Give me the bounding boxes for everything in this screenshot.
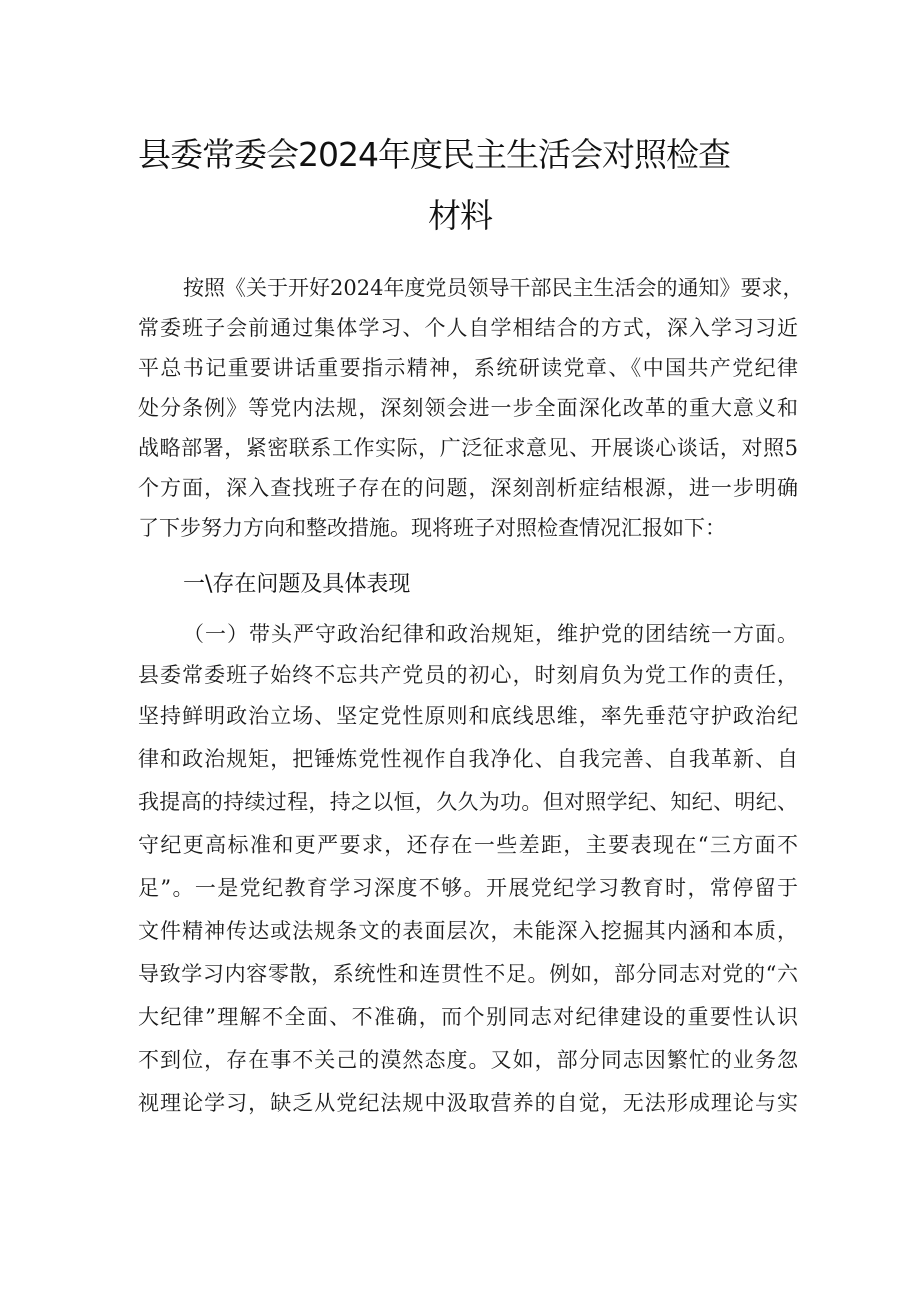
body-line: 大纪律”理解不全面、不准确，而个别同志对纪律建设的重要性认识 [138,1005,798,1029]
body-line: （一）带头严守政治纪律和政治规矩，维护党的团结统一方面。 [183,622,798,646]
body-line: 守纪更高标准和更严要求，还存在一些差距，主要表现在“三方面不 [138,833,798,857]
document-title-line-1: 县委常委会2024年度民主生活会对照检查 [138,135,730,174]
body-line: 导致学习内容零散，系统性和连贯性不足。例如，部分同志对党的“六 [138,962,798,986]
intro-line: 平总书记重要讲话重要指示精神，系统研读党章、《中国共产党纪律 [138,356,798,380]
intro-line: 个方面，深入查找班子存在的问题，深刻剖析症结根源，进一步明确 [138,476,798,500]
intro-line: 了下步努力方向和整改措施。现将班子对照检查情况汇报如下： [138,516,726,540]
intro-line: 按照《关于开好2024年度党员领导干部民主生活会的通知》要求， [183,276,804,300]
body-line: 坚持鲜明政治立场、坚定党性原则和底线思维，率先垂范守护政治纪 [138,704,798,728]
body-line: 律和政治规矩，把锤炼党性视作自我净化、自我完善、自我革新、自 [138,747,798,771]
document-title-line-2: 材料 [428,196,492,235]
body-line: 不到位，存在事不关己的漠然态度。又如，部分同志因繁忙的业务忽 [138,1048,798,1072]
intro-line: 处分条例》等党内法规，深刻领会进一步全面深化改革的重大意义和 [138,396,798,420]
body-line: 县委常委班子始终不忘共产党员的初心，时刻肩负为党工作的责任， [138,663,798,687]
body-line: 视理论学习，缺乏从党纪法规中汲取营养的自觉，无法形成理论与实 [138,1091,798,1115]
body-line: 足”。一是党纪教育学习深度不够。开展党纪学习教育时，常停留于 [138,876,798,900]
intro-line: 常委班子会前通过集体学习、个人自学相结合的方式，深入学习习近 [138,316,798,340]
section-heading: 一\存在问题及具体表现 [183,572,411,597]
body-line: 我提高的持续过程，持之以恒，久久为功。但对照学纪、知纪、明纪、 [138,790,798,814]
body-line: 文件精神传达或法规条文的表面层次，未能深入挖掘其内涵和本质， [138,919,798,943]
intro-line: 战略部署，紧密联系工作实际，广泛征求意见、开展谈心谈话，对照5 [138,436,798,460]
